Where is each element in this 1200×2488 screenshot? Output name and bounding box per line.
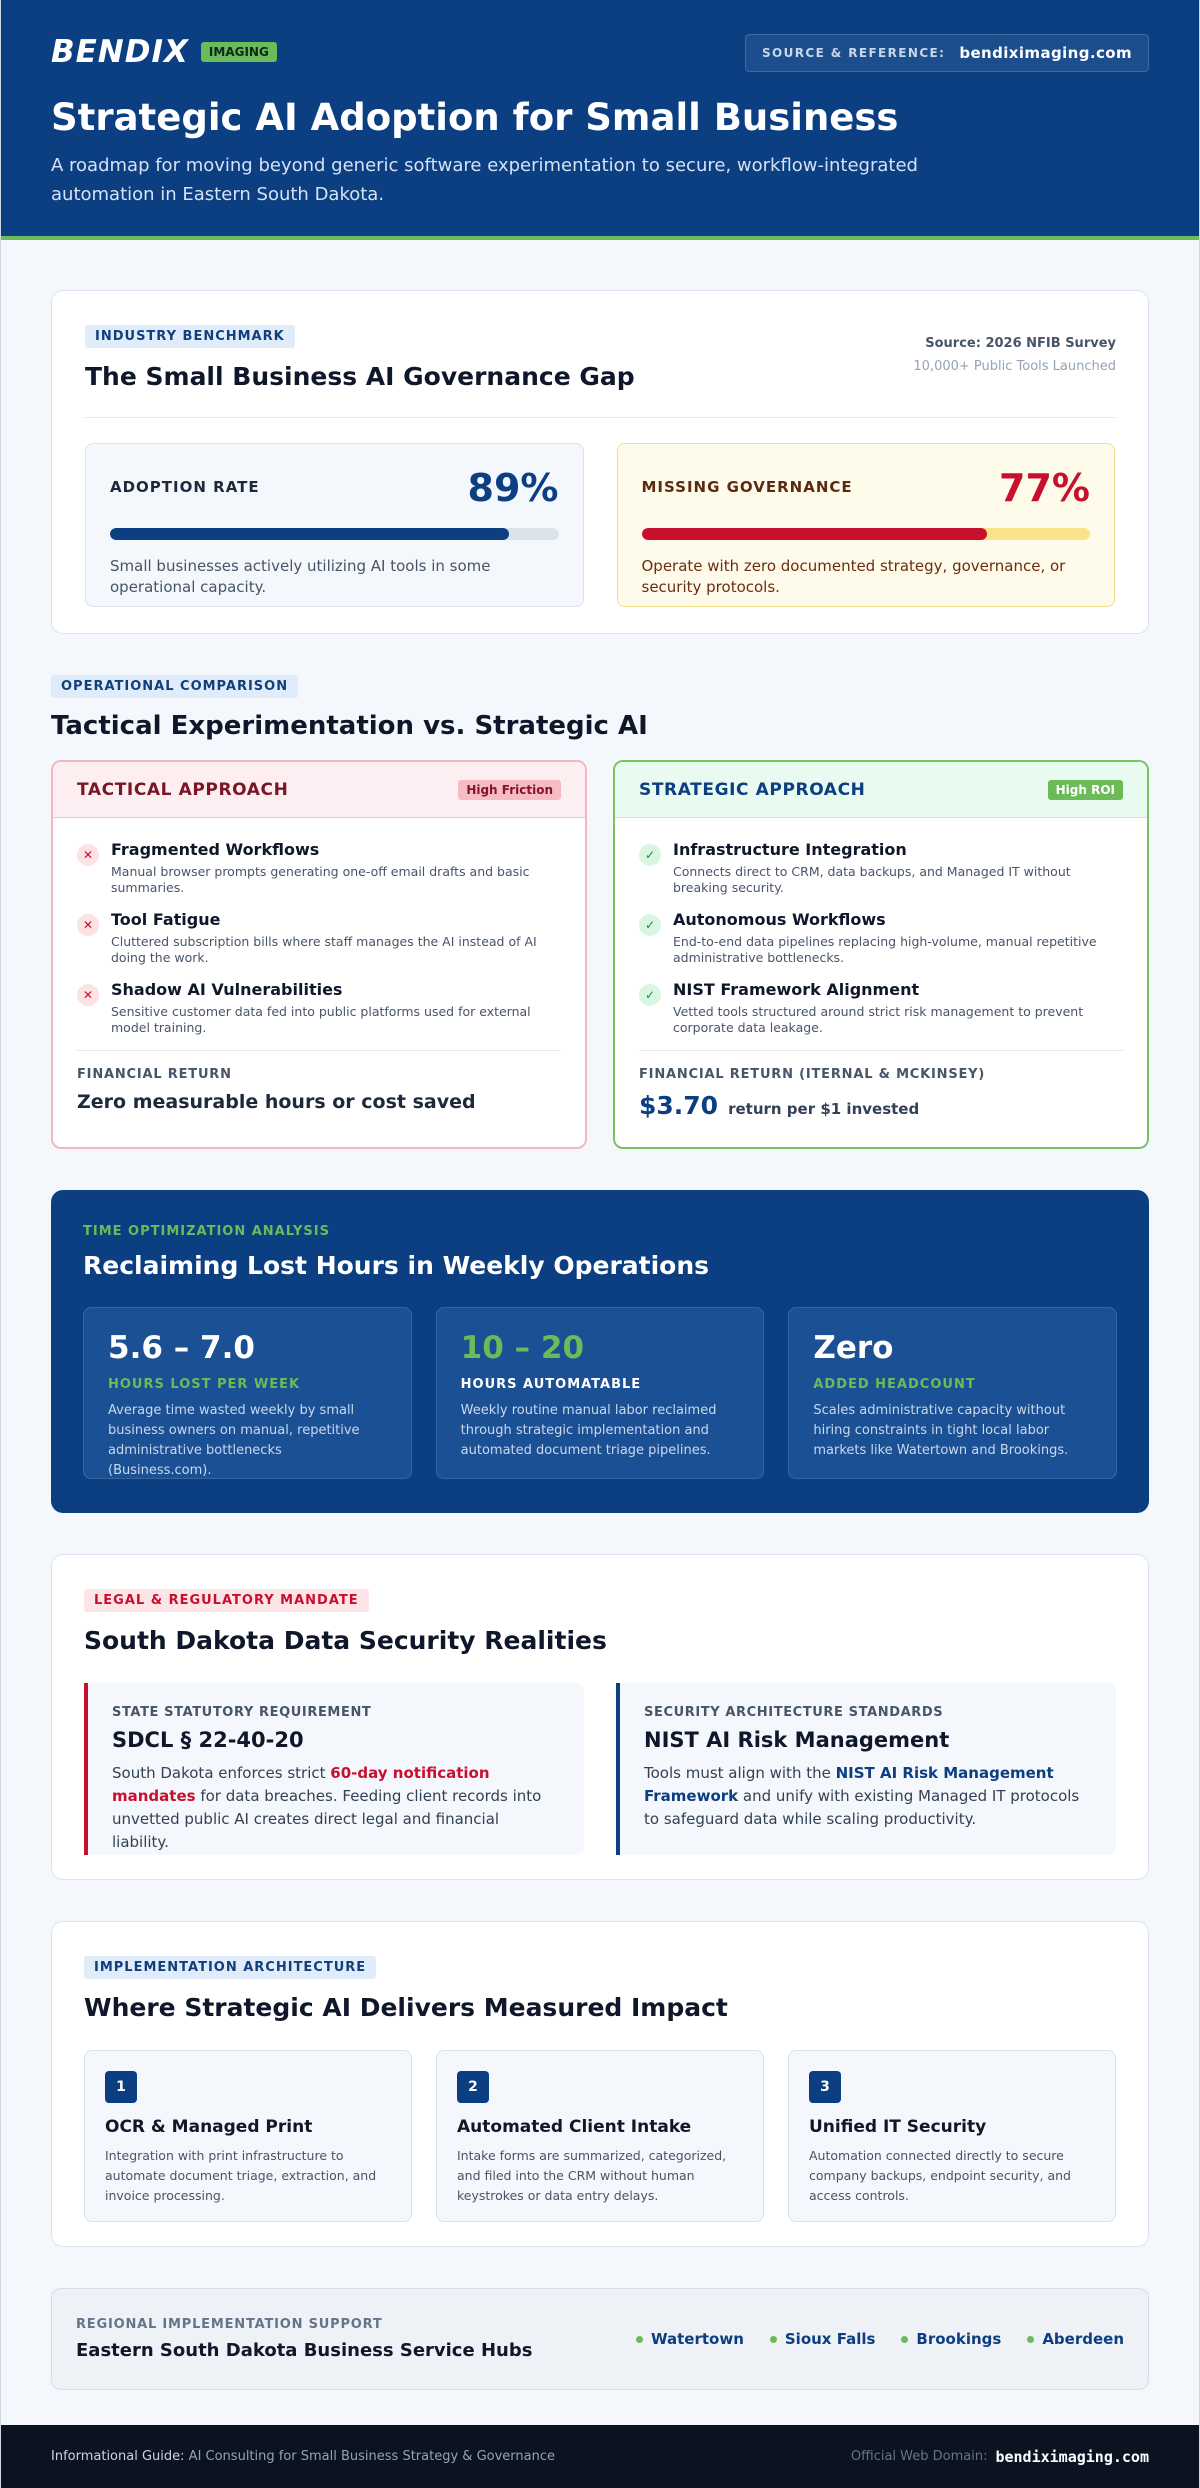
benchmark-pill: INDUSTRY BENCHMARK bbox=[85, 325, 295, 348]
tactical-card bbox=[51, 760, 587, 1149]
regional-support-banner bbox=[51, 2288, 1149, 2390]
footer-domain bbox=[851, 2448, 1149, 2466]
progress-fill bbox=[110, 528, 509, 540]
stat-card bbox=[83, 1307, 412, 1479]
divider bbox=[639, 1050, 1123, 1051]
implementation-title: Where Strategic AI Delivers Measured Impact bbox=[84, 1993, 728, 2022]
metric-value: 89% bbox=[467, 466, 559, 510]
comparison-pill: OPERATIONAL COMPARISON bbox=[51, 675, 298, 698]
benchmark-source bbox=[913, 336, 1116, 374]
page-subtitle: A roadmap for moving beyond generic software experimentation to secure, workflow-integrated automation in Eastern South Dakota. bbox=[51, 155, 918, 205]
list-item bbox=[77, 910, 561, 963]
step-card bbox=[788, 2050, 1116, 2222]
stat-card bbox=[436, 1307, 765, 1479]
steps-row bbox=[84, 2050, 1116, 2222]
regional-text bbox=[76, 2317, 532, 2361]
financial-value: $3.70 bbox=[639, 1091, 719, 1120]
stats-row bbox=[83, 1307, 1117, 1479]
source-reference bbox=[745, 34, 1149, 72]
source-citation: Source: 2026 NFIB Survey bbox=[925, 336, 1116, 351]
law-desc bbox=[112, 1762, 558, 1854]
item-desc: Vetted tools structured around strict risk management to prevent corporate data leakage. bbox=[673, 1004, 1084, 1035]
law-text: Tools must align with the bbox=[644, 1764, 836, 1782]
financial-suffix: return per $1 invested bbox=[728, 1100, 920, 1118]
nist-standards-panel bbox=[616, 1683, 1116, 1855]
list-item bbox=[639, 840, 1123, 893]
x-icon: ✕ bbox=[77, 984, 99, 1006]
law-text: and unify with existing Managed IT protocols to safeguard data while scaling productivity. bbox=[644, 1787, 1080, 1828]
financial-return bbox=[77, 1091, 561, 1113]
missing-governance-metric bbox=[617, 443, 1116, 607]
dot-icon bbox=[1027, 2336, 1034, 2343]
financial-label: FINANCIAL RETURN bbox=[77, 1067, 232, 1082]
source-note: 10,000+ Public Tools Launched bbox=[913, 359, 1116, 374]
list-item bbox=[77, 840, 561, 893]
comparison-row bbox=[51, 760, 1149, 1149]
strategic-title: STRATEGIC APPROACH bbox=[639, 779, 866, 800]
dot-icon bbox=[901, 2336, 908, 2343]
financial-value: Zero measurable hours or cost saved bbox=[77, 1091, 476, 1113]
metric-value: 77% bbox=[999, 466, 1090, 510]
step-number: 2 bbox=[457, 2071, 489, 2103]
step-card bbox=[436, 2050, 764, 2222]
law-title: SDCL § 22-40-20 bbox=[112, 1728, 304, 1752]
list-item bbox=[77, 980, 561, 1033]
x-icon: ✕ bbox=[77, 844, 99, 866]
domain-link[interactable]: bendiximaging.com bbox=[995, 2447, 1149, 2466]
laws-row bbox=[84, 1683, 1116, 1855]
step-title: OCR & Managed Print bbox=[105, 2117, 313, 2137]
law-highlight: 60-day notification mandates bbox=[112, 1764, 490, 1805]
step-title: Automated Client Intake bbox=[457, 2117, 692, 2137]
city-name: Sioux Falls bbox=[784, 2330, 876, 2348]
check-icon: ✓ bbox=[639, 914, 661, 936]
dot-icon bbox=[636, 2336, 643, 2343]
divider bbox=[77, 1050, 561, 1051]
stat-label: ADDED HEADCOUNT bbox=[813, 1377, 976, 1392]
stat-desc: Weekly routine manual labor reclaimed through strategic implementation and automated document triage pipelines. bbox=[460, 1403, 717, 1458]
item-desc: End-to-end data pipelines replacing high-volume, manual repetitive administrative bottlenecks. bbox=[673, 934, 1097, 965]
x-icon: ✕ bbox=[77, 914, 99, 936]
strategic-card bbox=[613, 760, 1149, 1149]
time-label: TIME OPTIMIZATION ANALYSIS bbox=[83, 1224, 330, 1239]
city-name: Watertown bbox=[650, 2330, 744, 2348]
city-name: Aberdeen bbox=[1042, 2330, 1124, 2348]
item-title: NIST Framework Alignment bbox=[673, 980, 920, 999]
source-link[interactable]: bendiximaging.com bbox=[959, 44, 1132, 62]
item-title: Fragmented Workflows bbox=[111, 840, 320, 859]
metric-label: MISSING GOVERNANCE bbox=[641, 478, 853, 496]
city-list bbox=[636, 2330, 1124, 2348]
divider bbox=[85, 417, 1115, 418]
law-desc bbox=[644, 1762, 1090, 1831]
stat-value: 10 – 20 bbox=[460, 1330, 585, 1366]
progress-bar bbox=[642, 528, 1091, 540]
stat-label: HOURS LOST PER WEEK bbox=[108, 1377, 301, 1392]
progress-bar bbox=[110, 528, 559, 540]
legal-pill: LEGAL & REGULATORY MANDATE bbox=[84, 1589, 369, 1612]
legal-title: South Dakota Data Security Realities bbox=[84, 1626, 607, 1655]
metric-desc: Operate with zero documented strategy, governance, or security protocols. bbox=[641, 557, 1066, 596]
metrics-row bbox=[85, 443, 1115, 607]
footer-label: Informational Guide: bbox=[51, 2449, 185, 2464]
tactical-title: TACTICAL APPROACH bbox=[77, 779, 289, 800]
regional-title: Eastern South Dakota Business Service Hubs bbox=[76, 2340, 533, 2361]
stat-desc: Average time wasted weekly by small business owners on manual, repetitive administrative bottlenecks (Business.com). bbox=[108, 1403, 360, 1478]
stat-desc: Scales administrative capacity without hiring constraints in tight local labor markets like Watertown and Brookings. bbox=[813, 1403, 1069, 1458]
step-desc: Automation connected directly to secure company backups, endpoint security, and access controls. bbox=[809, 2148, 1071, 2203]
dot-icon bbox=[770, 2336, 777, 2343]
page-title: Strategic AI Adoption for Small Business bbox=[51, 96, 899, 139]
footer bbox=[1, 2425, 1199, 2488]
brand-logo: BENDIX bbox=[51, 34, 189, 70]
financial-label: FINANCIAL RETURN (ITERNAL & MCKINSEY) bbox=[639, 1067, 986, 1082]
list-item bbox=[639, 910, 1123, 963]
city-name: Brookings bbox=[916, 2330, 1002, 2348]
stat-value: Zero bbox=[813, 1330, 894, 1366]
benchmark-title: The Small Business AI Governance Gap bbox=[85, 362, 635, 391]
metric-desc: Small businesses actively utilizing AI tools in some operational capacity. bbox=[110, 557, 491, 596]
step-number: 1 bbox=[105, 2071, 137, 2103]
legal-card bbox=[51, 1554, 1149, 1880]
header bbox=[1, 0, 1199, 240]
city-item bbox=[636, 2330, 744, 2348]
brand-tag: IMAGING bbox=[201, 42, 277, 62]
step-desc: Integration with print infrastructure to automate document triage, extraction, and invoice processing. bbox=[105, 2148, 377, 2203]
tactical-body bbox=[53, 818, 585, 1113]
roi-badge: High ROI bbox=[1048, 780, 1123, 800]
strategic-body bbox=[615, 818, 1147, 1120]
strategic-header bbox=[615, 762, 1147, 818]
domain-label: Official Web Domain: bbox=[850, 2449, 988, 2464]
law-label: SECURITY ARCHITECTURE STANDARDS bbox=[644, 1705, 944, 1720]
item-desc: Sensitive customer data fed into public platforms used for external model training. bbox=[111, 1004, 531, 1035]
tactical-header bbox=[53, 762, 585, 818]
stat-value: 5.6 – 7.0 bbox=[108, 1330, 255, 1366]
regional-label: REGIONAL IMPLEMENTATION SUPPORT bbox=[76, 2317, 383, 2332]
item-title: Shadow AI Vulnerabilities bbox=[111, 980, 343, 999]
main-content bbox=[1, 290, 1199, 2390]
source-label: SOURCE & REFERENCE: bbox=[761, 46, 946, 60]
item-title: Tool Fatigue bbox=[111, 910, 221, 929]
item-desc: Manual browser prompts generating one-off email drafts and basic summaries. bbox=[111, 864, 530, 895]
state-requirement-panel bbox=[84, 1683, 584, 1855]
friction-badge: High Friction bbox=[458, 780, 561, 800]
time-title: Reclaiming Lost Hours in Weekly Operations bbox=[83, 1251, 710, 1280]
list-item bbox=[639, 980, 1123, 1033]
metric-label: ADOPTION RATE bbox=[110, 478, 260, 496]
step-desc: Intake forms are summarized, categorized, and filed into the CRM without human keystrokes or data entry delays. bbox=[457, 2148, 727, 2203]
comparison-label bbox=[51, 675, 1149, 698]
check-icon: ✓ bbox=[639, 844, 661, 866]
stat-card bbox=[788, 1307, 1117, 1479]
time-optimization-panel bbox=[51, 1190, 1149, 1513]
financial-return bbox=[639, 1091, 1123, 1120]
item-desc: Cluttered subscription bills where staff manages the AI instead of AI doing the work. bbox=[111, 934, 537, 965]
city-item bbox=[1027, 2330, 1124, 2348]
city-item bbox=[770, 2330, 876, 2348]
stat-label: HOURS AUTOMATABLE bbox=[460, 1377, 642, 1392]
check-icon: ✓ bbox=[639, 984, 661, 1006]
law-label: STATE STATUTORY REQUIREMENT bbox=[112, 1705, 372, 1720]
step-title: Unified IT Security bbox=[809, 2117, 987, 2137]
item-desc: Connects direct to CRM, data backups, and Managed IT without breaking security. bbox=[673, 864, 1071, 895]
benchmark-card bbox=[51, 290, 1149, 634]
law-title: NIST AI Risk Management bbox=[644, 1728, 950, 1752]
law-highlight: NIST AI Risk Management Framework bbox=[644, 1764, 1054, 1805]
adoption-rate-metric bbox=[85, 443, 584, 607]
law-text: for data breaches. Feeding client records into unvetted public AI creates direct legal and financial liability. bbox=[112, 1787, 542, 1851]
implementation-card bbox=[51, 1921, 1149, 2247]
step-number: 3 bbox=[809, 2071, 841, 2103]
footer-text: AI Consulting for Small Business Strategy & Governance bbox=[188, 2449, 555, 2464]
implementation-pill: IMPLEMENTATION ARCHITECTURE bbox=[84, 1956, 376, 1979]
law-text: South Dakota enforces strict bbox=[112, 1764, 331, 1782]
item-title: Autonomous Workflows bbox=[673, 910, 886, 929]
city-item bbox=[901, 2330, 1001, 2348]
footer-info bbox=[51, 2449, 555, 2464]
comparison-title: Tactical Experimentation vs. Strategic AI bbox=[51, 711, 648, 741]
progress-fill bbox=[642, 528, 987, 540]
step-card bbox=[84, 2050, 412, 2222]
item-title: Infrastructure Integration bbox=[673, 840, 907, 859]
